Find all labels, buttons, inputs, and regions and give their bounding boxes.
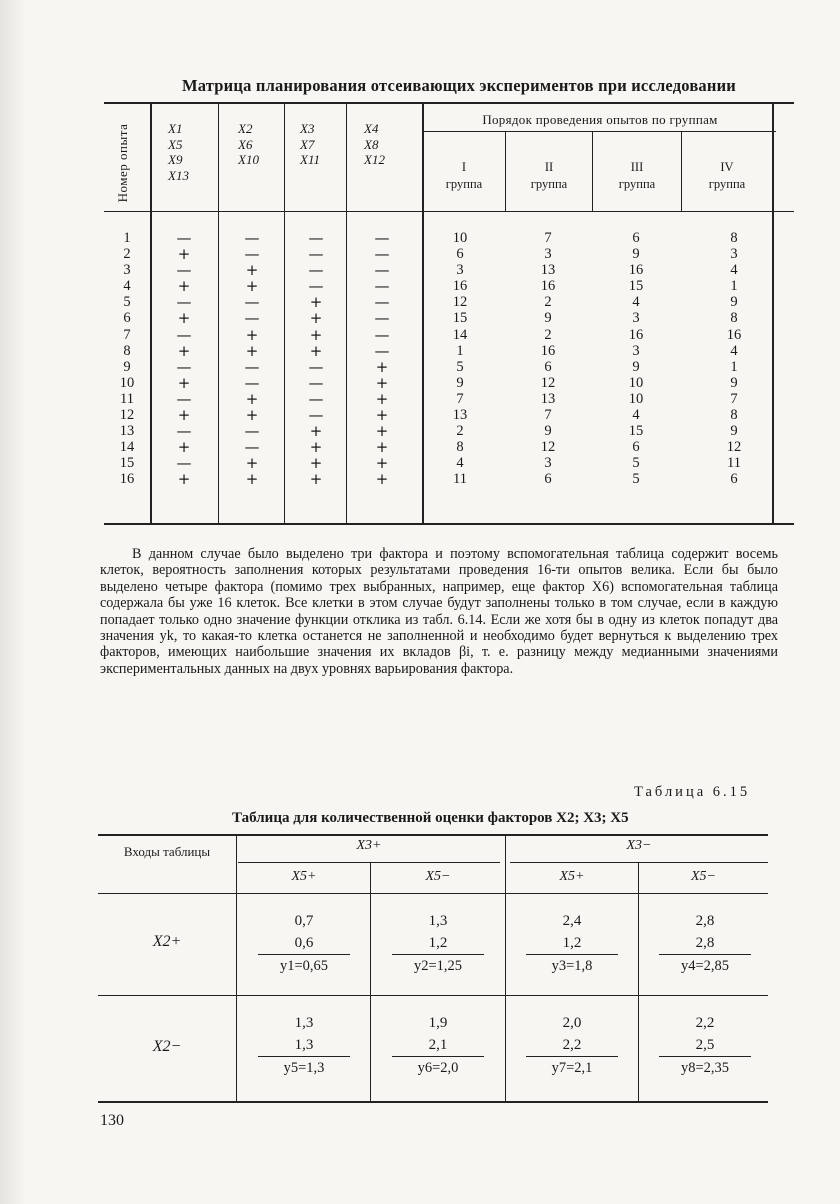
sign-cell: — xyxy=(374,309,390,328)
cell-average: y3=1,8 xyxy=(551,958,593,974)
factor-label: X9 xyxy=(168,152,183,168)
table2-title: Таблица для количественной оценки факторов X2; X3; X5 xyxy=(232,810,629,826)
row-number-cell: 3 xyxy=(123,262,131,279)
sign-cell: — xyxy=(176,454,192,473)
factor-header-2 xyxy=(238,122,278,169)
order-cell: 7 xyxy=(544,407,552,424)
sign-cell: — xyxy=(176,389,192,408)
order-cell: 1 xyxy=(730,278,738,295)
group-header-4: IV группа xyxy=(708,160,746,191)
sign-cell: + xyxy=(245,341,259,360)
order-cell: 9 xyxy=(730,294,738,311)
order-cell: 7 xyxy=(730,390,738,407)
estimate-cell xyxy=(512,910,632,977)
sign-cell: — xyxy=(244,293,260,312)
order-cell: 12 xyxy=(452,294,468,311)
order-cell: 15 xyxy=(628,423,644,440)
order-cell: 4 xyxy=(456,455,464,472)
cell-value: 2,8 xyxy=(695,935,715,951)
row-number-cell: 8 xyxy=(123,342,131,359)
order-cell: 2 xyxy=(544,294,552,311)
order-cell: 12 xyxy=(540,374,556,391)
order-cell: 12 xyxy=(726,439,742,456)
cell-value: 2,0 xyxy=(562,1015,582,1031)
cell-average: y6=2,0 xyxy=(417,1060,459,1076)
sign-column-4 xyxy=(362,230,402,488)
sign-cell: + xyxy=(375,373,389,392)
page-title: Матрица планирования отсеивающих экспериментов при исследовании xyxy=(182,76,737,95)
order-cell: 4 xyxy=(632,294,640,311)
factor-label: X1 xyxy=(168,121,183,136)
row-number-cell: 10 xyxy=(119,374,135,391)
order-cell: 4 xyxy=(632,407,640,424)
sign-cell: + xyxy=(375,357,389,376)
row-number-header: Номер опыта xyxy=(115,123,130,203)
table-number: Таблица 6.15 xyxy=(634,784,751,800)
row-number-cell: 12 xyxy=(119,407,135,424)
cell-average: y1=0,65 xyxy=(279,958,329,974)
order-cell: 16 xyxy=(452,278,468,295)
cell-average: y8=2,35 xyxy=(680,1060,730,1076)
cell-value: 1,3 xyxy=(294,1015,314,1031)
cell-value: 1,3 xyxy=(428,913,448,929)
order-cell: 9 xyxy=(730,374,738,391)
sign-cell: + xyxy=(177,341,191,360)
order-cell: 14 xyxy=(452,326,468,343)
sign-cell: — xyxy=(244,422,260,441)
sign-cell: + xyxy=(309,325,323,344)
sign-cell: + xyxy=(375,470,389,489)
estimate-cell xyxy=(244,1012,364,1079)
estimate-cell xyxy=(512,1012,632,1079)
factor-label: X13 xyxy=(168,167,189,183)
sign-cell: — xyxy=(374,245,390,264)
order-cell: 11 xyxy=(453,471,467,488)
sign-cell: — xyxy=(176,261,192,280)
sign-cell: — xyxy=(374,325,390,344)
sign-cell: — xyxy=(308,389,324,408)
sign-cell: — xyxy=(244,357,260,376)
order-cell: 10 xyxy=(452,230,468,246)
sign-cell: + xyxy=(245,406,259,425)
order-cell: 7 xyxy=(456,390,464,407)
sign-cell: + xyxy=(245,389,259,408)
order-cell: 9 xyxy=(632,246,640,263)
sign-cell: — xyxy=(374,277,390,296)
estimate-cell xyxy=(378,1012,498,1079)
row-number-cell: 13 xyxy=(119,423,135,440)
order-cell: 10 xyxy=(628,390,644,407)
row-number-column xyxy=(112,230,142,488)
row-number-cell: 7 xyxy=(123,326,131,343)
sign-cell: — xyxy=(176,422,192,441)
x2-minus-row-label: X2− xyxy=(152,1038,182,1055)
order-cell: 8 xyxy=(456,439,464,456)
x3-minus-header: X3− xyxy=(626,838,652,853)
row-number-cell: 14 xyxy=(119,439,135,456)
sign-cell: — xyxy=(308,245,324,264)
order-cell: 5 xyxy=(632,455,640,472)
factor-header-1 xyxy=(168,122,208,185)
order-cell: 3 xyxy=(632,342,640,359)
order-cell: 8 xyxy=(730,407,738,424)
order-cell: 9 xyxy=(544,423,552,440)
page-number: 130 xyxy=(100,1112,124,1129)
cell-value: 1,2 xyxy=(428,935,448,951)
row-number-cell: 11 xyxy=(120,390,134,407)
order-cell: 9 xyxy=(730,423,738,440)
order-cell: 9 xyxy=(456,374,464,391)
estimate-cell xyxy=(378,910,498,977)
sign-cell: + xyxy=(375,406,389,425)
order-cell: 4 xyxy=(730,342,738,359)
sign-cell: — xyxy=(244,229,260,247)
sign-column-3 xyxy=(296,230,336,488)
cell-value: 1,2 xyxy=(562,935,582,951)
x5-plus-header-2: X5+ xyxy=(559,869,585,884)
sign-cell: — xyxy=(308,261,324,280)
cell-average: y4=2,85 xyxy=(680,958,730,974)
factor-label: X8 xyxy=(364,136,379,152)
sign-cell: + xyxy=(375,389,389,408)
sign-cell: — xyxy=(308,229,324,247)
sign-cell: + xyxy=(375,438,389,457)
order-cell: 13 xyxy=(452,407,468,424)
order-header: Порядок проведения опытов по группам xyxy=(482,112,718,127)
order-cell: 3 xyxy=(544,455,552,472)
group-column-1 xyxy=(440,230,480,488)
sign-cell: — xyxy=(244,309,260,328)
sign-cell: + xyxy=(177,277,191,296)
sign-cell: — xyxy=(308,277,324,296)
order-cell: 6 xyxy=(544,358,552,375)
cell-value: 2,5 xyxy=(695,1037,715,1053)
table2-row-header: Входы таблицы xyxy=(123,844,211,859)
x5-minus-header-1: X5− xyxy=(425,869,451,884)
order-cell: 5 xyxy=(456,358,464,375)
factor-label: X7 xyxy=(300,136,315,152)
cell-average: y5=1,3 xyxy=(283,1060,325,1076)
order-cell: 3 xyxy=(456,262,464,279)
order-cell: 9 xyxy=(632,358,640,375)
order-cell: 2 xyxy=(544,326,552,343)
factor-label: X3 xyxy=(300,121,315,136)
order-cell: 11 xyxy=(727,455,741,472)
order-cell: 16 xyxy=(540,342,556,359)
sign-cell: — xyxy=(176,229,192,247)
order-cell: 13 xyxy=(540,262,556,279)
order-cell: 4 xyxy=(730,262,738,279)
estimate-cell xyxy=(645,1012,765,1079)
group-header-3: III группа xyxy=(618,160,656,191)
estimate-cell xyxy=(244,910,364,977)
cell-value: 2,2 xyxy=(562,1037,582,1053)
group-column-3 xyxy=(616,230,656,488)
order-cell: 1 xyxy=(730,358,738,375)
order-cell: 8 xyxy=(730,230,738,246)
sign-cell: — xyxy=(176,357,192,376)
sign-cell: + xyxy=(309,293,323,312)
estimate-cell xyxy=(645,910,765,977)
sign-cell: + xyxy=(177,470,191,489)
order-cell: 12 xyxy=(540,439,556,456)
order-cell: 6 xyxy=(632,439,640,456)
cell-value: 2,8 xyxy=(695,913,715,929)
sign-cell: — xyxy=(244,438,260,457)
sign-cell: + xyxy=(177,438,191,457)
order-cell: 13 xyxy=(540,390,556,407)
sign-cell: + xyxy=(375,454,389,473)
order-cell: 9 xyxy=(544,310,552,327)
page-edge-shadow xyxy=(0,0,26,1204)
sign-cell: — xyxy=(308,406,324,425)
order-cell: 16 xyxy=(628,262,644,279)
x3-plus-header: X3+ xyxy=(356,838,382,853)
factor-label: X10 xyxy=(238,152,259,168)
row-number-cell: 16 xyxy=(119,471,135,488)
order-cell: 16 xyxy=(628,326,644,343)
x2-plus-row-label: X2+ xyxy=(152,933,182,950)
cell-value: 0,7 xyxy=(294,913,314,929)
order-cell: 8 xyxy=(730,310,738,327)
sign-column-2 xyxy=(232,230,272,488)
group-header-1: I группа xyxy=(445,160,483,191)
order-cell: 15 xyxy=(628,278,644,295)
sign-column-1 xyxy=(164,230,204,488)
sign-cell: + xyxy=(375,422,389,441)
row-number-cell: 2 xyxy=(123,246,131,263)
cell-average: y7=2,1 xyxy=(551,1060,593,1076)
sign-cell: — xyxy=(308,373,324,392)
order-cell: 15 xyxy=(452,310,468,327)
order-cell: 16 xyxy=(726,326,742,343)
sign-cell: + xyxy=(309,422,323,441)
sign-cell: — xyxy=(374,293,390,312)
sign-cell: — xyxy=(176,325,192,344)
sign-cell: + xyxy=(309,470,323,489)
order-cell: 16 xyxy=(540,278,556,295)
cell-average: y2=1,25 xyxy=(413,958,463,974)
sign-cell: + xyxy=(177,245,191,264)
sign-cell: + xyxy=(177,373,191,392)
factor-label: X6 xyxy=(238,136,253,152)
order-cell: 2 xyxy=(456,423,464,440)
factor-label: X12 xyxy=(364,152,385,168)
order-cell: 6 xyxy=(544,471,552,488)
x5-plus-header-1: X5+ xyxy=(291,869,317,884)
order-cell: 6 xyxy=(730,471,738,488)
factor-header-3 xyxy=(300,122,340,169)
sign-cell: + xyxy=(245,470,259,489)
sign-cell: + xyxy=(309,341,323,360)
row-number-cell: 15 xyxy=(119,455,135,472)
order-cell: 3 xyxy=(544,246,552,263)
sign-cell: + xyxy=(309,438,323,457)
row-number-cell: 9 xyxy=(123,358,131,375)
cell-value: 2,4 xyxy=(562,913,582,929)
sign-cell: — xyxy=(244,373,260,392)
sign-cell: + xyxy=(309,454,323,473)
body-paragraph: В данном случае было выделено три фактора и поэтому вспомогательная таблица содержит восемь клеток, вероятность заполнения которых результатами проведения 16-ти опытов велика. Если бы было выделено четыре фактора (помимо трех выбранных, например, еще фактор X6) вспомогательная таблица содержала бы уже 16 клеток. Все клетки в этом случае будут заполнены только в том случае, если в каждую попадает только одно значение функции отклика из табл. 6.14. Если же хотя бы в одну из клеток попадут два значения yk, то какая-то клетка останется не заполненной и необходимо будет вернуться к выделению трех факторов, имеющих наибольшие значения их вкладов βi, т. е. разницу между медианными значениями экспериментальных данных на двух уровнях варьирования фактора. xyxy=(100,546,778,677)
cell-value: 1,3 xyxy=(294,1037,314,1053)
order-cell: 3 xyxy=(632,310,640,327)
order-cell: 7 xyxy=(544,230,552,246)
row-number-cell: 6 xyxy=(123,310,131,327)
sign-cell: — xyxy=(374,229,390,247)
cell-value: 2,2 xyxy=(695,1015,715,1031)
order-cell: 10 xyxy=(628,374,644,391)
factor-label: X4 xyxy=(364,121,379,136)
row-number-cell: 4 xyxy=(123,278,131,295)
x5-minus-header-2: X5− xyxy=(691,869,716,884)
sign-cell: + xyxy=(245,325,259,344)
sign-cell: + xyxy=(245,277,259,296)
factor-label: X5 xyxy=(168,136,183,152)
sign-cell: + xyxy=(309,309,323,328)
order-cell: 6 xyxy=(632,230,640,246)
group-column-4 xyxy=(714,230,754,488)
sign-cell: — xyxy=(176,293,192,312)
sign-cell: + xyxy=(245,261,259,280)
cell-value: 0,6 xyxy=(294,935,314,951)
order-cell: 6 xyxy=(456,246,464,263)
group-column-2 xyxy=(528,230,568,488)
sign-cell: + xyxy=(245,454,259,473)
sign-cell: + xyxy=(177,406,191,425)
sign-cell: — xyxy=(308,357,324,376)
cell-value: 1,9 xyxy=(428,1015,448,1031)
order-cell: 5 xyxy=(632,471,640,488)
sign-cell: — xyxy=(244,245,260,264)
order-cell: 1 xyxy=(456,342,464,359)
factor-header-4 xyxy=(364,122,404,169)
factor-label: X2 xyxy=(238,121,253,136)
row-number-cell: 1 xyxy=(123,230,131,246)
cell-value: 2,1 xyxy=(428,1037,448,1053)
factor-label: X11 xyxy=(300,152,320,168)
sign-cell: + xyxy=(177,309,191,328)
order-cell: 3 xyxy=(730,246,738,263)
sign-cell: — xyxy=(374,261,390,280)
sign-cell: — xyxy=(374,341,390,360)
group-header-2: II группа xyxy=(530,160,568,191)
row-number-cell: 5 xyxy=(123,294,131,311)
